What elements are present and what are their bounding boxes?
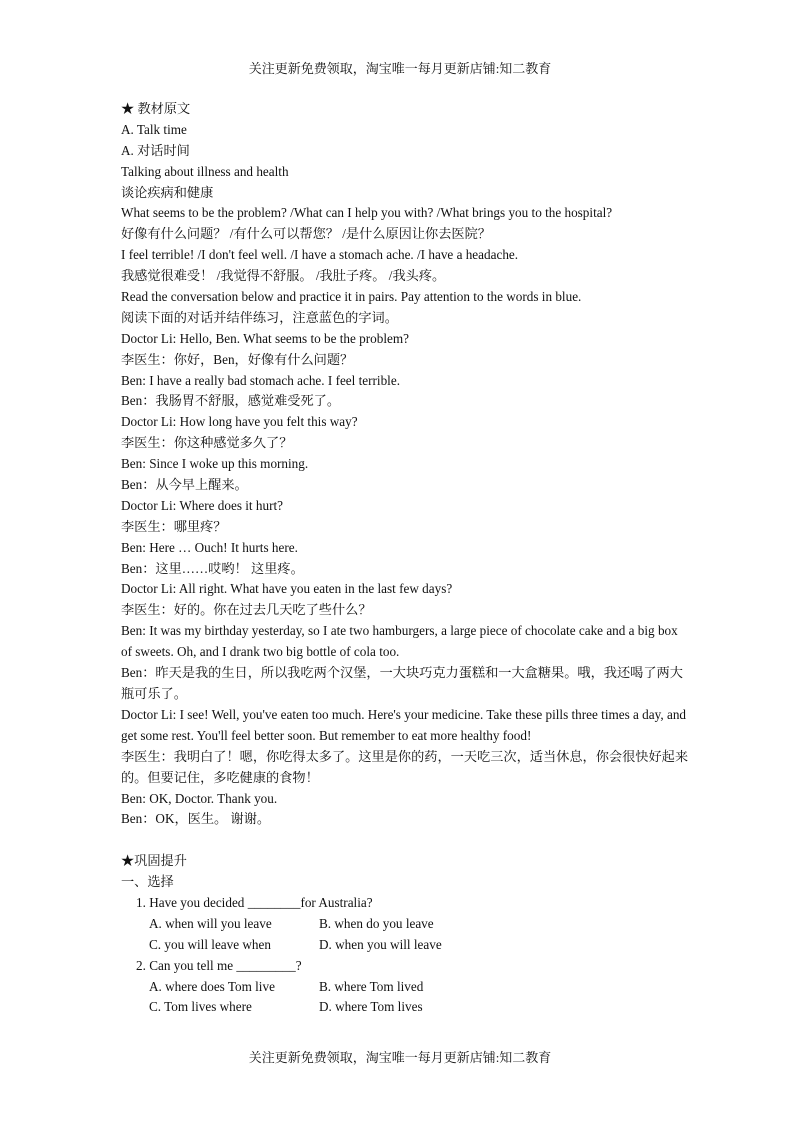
text-line: Talking about illness and health [121, 163, 289, 179]
text-line: 谈论疾病和健康 [121, 184, 214, 200]
dialogue-line: Doctor Li: How long have you felt this way? [121, 414, 358, 430]
option-a: A. when will you leave [149, 915, 272, 931]
dialogue-line: 李医生：你好，Ben，好像有什么问题？ [121, 351, 354, 367]
text-line: I feel terrible! /I don't feel well. /I have a stomach ache. /I have a headache. [121, 247, 519, 263]
dialogue-line: Doctor Li: All right. What have you eaten in the last few days? [121, 581, 453, 597]
page-footer: 关注更新免费领取，淘宝唯一每月更新店铺:知二教育 [248, 1050, 552, 1065]
dialogue-line: Ben：这里……哎哟！ 这里疼。 [121, 560, 304, 576]
text-line: A. Talk time [121, 121, 187, 137]
text-line: A. 对话时间 [121, 142, 190, 158]
dialogue-line: 李医生：好的。你在过去几天吃了些什么？ [121, 602, 372, 618]
dialogue-line: Doctor Li: Hello, Ben. What seems to be the problem? [121, 330, 409, 346]
option-c: C. you will leave when [149, 936, 271, 952]
option-d: D. where Tom lives [319, 999, 423, 1015]
dialogue-paragraph: Ben：昨天是我的生日，所以我吃两个汉堡，一大块巧克力蛋糕和一大盒糖果。哦，我还喝了两大瓶可乐了。 [121, 665, 683, 701]
option-c: C. Tom lives where [149, 999, 252, 1015]
option-row [121, 935, 691, 956]
option-row [121, 914, 691, 935]
dialogue-line: Ben: OK, Doctor. Thank you. [121, 790, 278, 806]
spacer [121, 830, 691, 851]
option-row [121, 997, 691, 1018]
text-line: Read the conversation below and practice it in pairs. Pay attention to the words in blue. [121, 289, 582, 305]
page-header: 关注更新免费领取，淘宝唯一每月更新店铺:知二教育 [248, 61, 552, 76]
dialogue-line: 李医生：你这种感觉多久了？ [121, 435, 293, 451]
option-row [121, 977, 691, 998]
option-b: B. when do you leave [319, 915, 434, 931]
option-d: D. when you will leave [319, 936, 442, 952]
exercise-section: 一、选择 [121, 874, 174, 890]
exercise-title: ★巩固提升 [121, 853, 187, 869]
option-a: A. where does Tom live [149, 978, 275, 994]
document-body [121, 99, 691, 1018]
text-line: What seems to be the problem? /What can I help you with? /What brings you to the hospital? [121, 205, 613, 221]
dialogue-line: Doctor Li: Where does it hurt? [121, 497, 283, 513]
dialogue-paragraph: Ben: It was my birthday yesterday, so I ate two hamburgers, a large piece of chocolate cake and a big box of sweets. Oh, and I drank two big bottle of cola too. [121, 623, 678, 660]
dialogue-line: Ben：从今早上醒来。 [121, 477, 248, 493]
dialogue-paragraph: 李医生：我明白了！嗯，你吃得太多了。这里是你的药，一天吃三次，适当休息，你会很快好起来的。但要记住，多吃健康的食物！ [121, 748, 689, 785]
dialogue-line: Ben: I have a really bad stomach ache. I feel terrible. [121, 372, 400, 388]
text-line: 好像有什么问题？ /有什么可以帮您？ /是什么原因让你去医院？ [121, 226, 491, 242]
text-line: 我感觉很难受！ /我觉得不舒服。 /我肚子疼。 /我头疼。 [121, 268, 446, 284]
question-stem: 2. Can you tell me _________? [136, 957, 302, 973]
dialogue-paragraph: Doctor Li: I see! Well, you've eaten too much. Here's your medicine. Take these pills three times a day, and get some rest. You'll feel better soon. But remember to eat more healthy food! [121, 706, 687, 743]
dialogue-line: Ben: Here … Ouch! It hurts here. [121, 539, 298, 555]
text-line: 阅读下面的对话并结伴练习，注意蓝色的字词。 [121, 309, 398, 325]
dialogue-line: Ben: Since I woke up this morning. [121, 456, 309, 472]
dialogue-line: Ben：OK，医生。 谢谢。 [121, 811, 271, 827]
dialogue-line: 李医生：哪里疼？ [121, 518, 227, 534]
question-stem: 1. Have you decided ________for Australia? [136, 894, 373, 910]
section-title: ★ 教材原文 [121, 101, 191, 116]
option-b: B. where Tom lived [319, 978, 424, 994]
dialogue-line: Ben：我肠胃不舒服，感觉难受死了。 [121, 393, 341, 409]
